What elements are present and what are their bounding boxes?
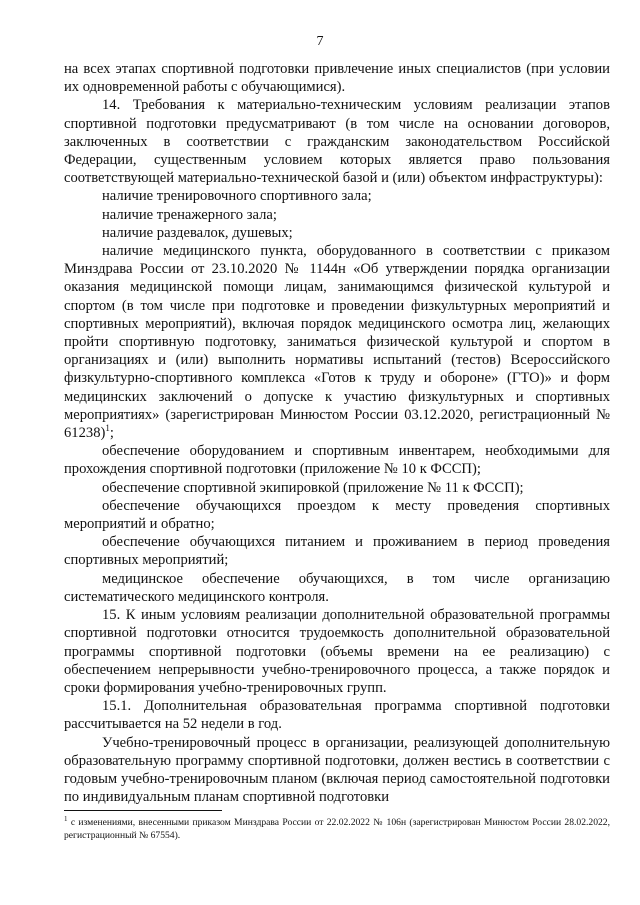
paragraph-training-process: Учебно-тренировочный процесс в организации, реализующей дополнительную образовательную программу спортивной подготовки, должен вестись в соответствии с годовым учебно-тренировочным планом (включая период самостоятельной подготовки по индивидуальным планам спортивной подготовки xyxy=(64,734,610,806)
document-body xyxy=(64,60,610,806)
footnote-reference-tail: ; xyxy=(109,425,114,442)
footnote-text: с изменениями, внесенными приказом Минздрава России от 22.02.2022 № 106н (зарегистрирован Минюстом России 28.02.2022, регистрационный № 67554). xyxy=(64,817,610,841)
list-item-equipment: обеспечение оборудованием и спортивным инвентарем, необходимыми для прохождения спортивной подготовки (приложение № 10 к ФССП); xyxy=(64,443,610,478)
list-item-outfit: обеспечение спортивной экипировкой (приложение № 11 к ФССП); xyxy=(102,479,524,496)
footnote xyxy=(64,816,610,842)
footnote-marker: 1 xyxy=(64,814,68,823)
paragraph-item-14: 14. Требования к материально-техническим условиям реализации этапов спортивной подготовки предусматривают (в том числе на основании договоров, заключенных в соответствии с гражданским законодательством Российской Федерации, существенным условием которых является право пользования соответствующей материально-технической базой и (или) объектом инфраструктуры): xyxy=(64,97,610,187)
list-item-training-hall: наличие тренировочного спортивного зала; xyxy=(102,188,372,205)
page-number: 7 xyxy=(316,34,324,49)
list-item-medical-support: медицинское обеспечение обучающихся, в том числе организацию систематического медицинского контроля. xyxy=(64,570,610,605)
list-item-transport: обеспечение обучающихся проездом к месту проведения спортивных мероприятий и обратно; xyxy=(64,497,610,533)
list-item-food-lodging: обеспечение обучающихся питанием и проживанием в период проведения спортивных мероприятий; xyxy=(64,534,610,569)
medical-point-text: наличие медицинского пункта, оборудованного в соответствии с приказом Минздрава России от 23.10.2020 № 1144н «Об утверждении порядка организации оказания медицинской помощи лицам, занимающимся физической культурой и спортом (в том числе при подготовке и проведении физкультурных мероприятий и спортивных мероприятий), включая порядок медицинского осмотра лиц, желающих пройти спортивную подготовку, заниматься физической культурой и спортом в организациях и (или) выполнить нормативы испытаний (тестов) Всероссийского физкультурно-спортивного комплекса «Готов к труду и обороне» (ГТО)» и форм медицинских заключений о допуске к участию физкультурных и спортивных мероприятиях» (зарегистрирован Минюстом России 03.12.2020, регистрационный № 61238) xyxy=(64,243,610,442)
paragraph-item-15-1: 15.1. Дополнительная образовательная программа спортивной подготовки рассчитывается на 52 недели в год. xyxy=(64,698,610,733)
paragraph-continuation: на всех этапах спортивной подготовки привлечение иных специалистов (при условии их одновременной работы с обучающимися). xyxy=(64,61,610,96)
list-item-gym: наличие тренажерного зала; xyxy=(102,206,277,223)
paragraph-item-15: 15. К иным условиям реализации дополнительной образовательной программы спортивной подготовки относится трудоемкость дополнительной образовательной программы спортивной подготовки (объемы времени на ее реализацию) с обеспечением непрерывности учебно-тренировочного процесса, а также порядок и сроки формирования учебно-тренировочных групп. xyxy=(64,607,610,696)
list-item-medical-point xyxy=(64,242,610,442)
footnote-reference[interactable]: 1 xyxy=(105,423,110,434)
list-item-changing-rooms: наличие раздевалок, душевых; xyxy=(102,224,293,241)
footnote-divider xyxy=(64,810,222,811)
